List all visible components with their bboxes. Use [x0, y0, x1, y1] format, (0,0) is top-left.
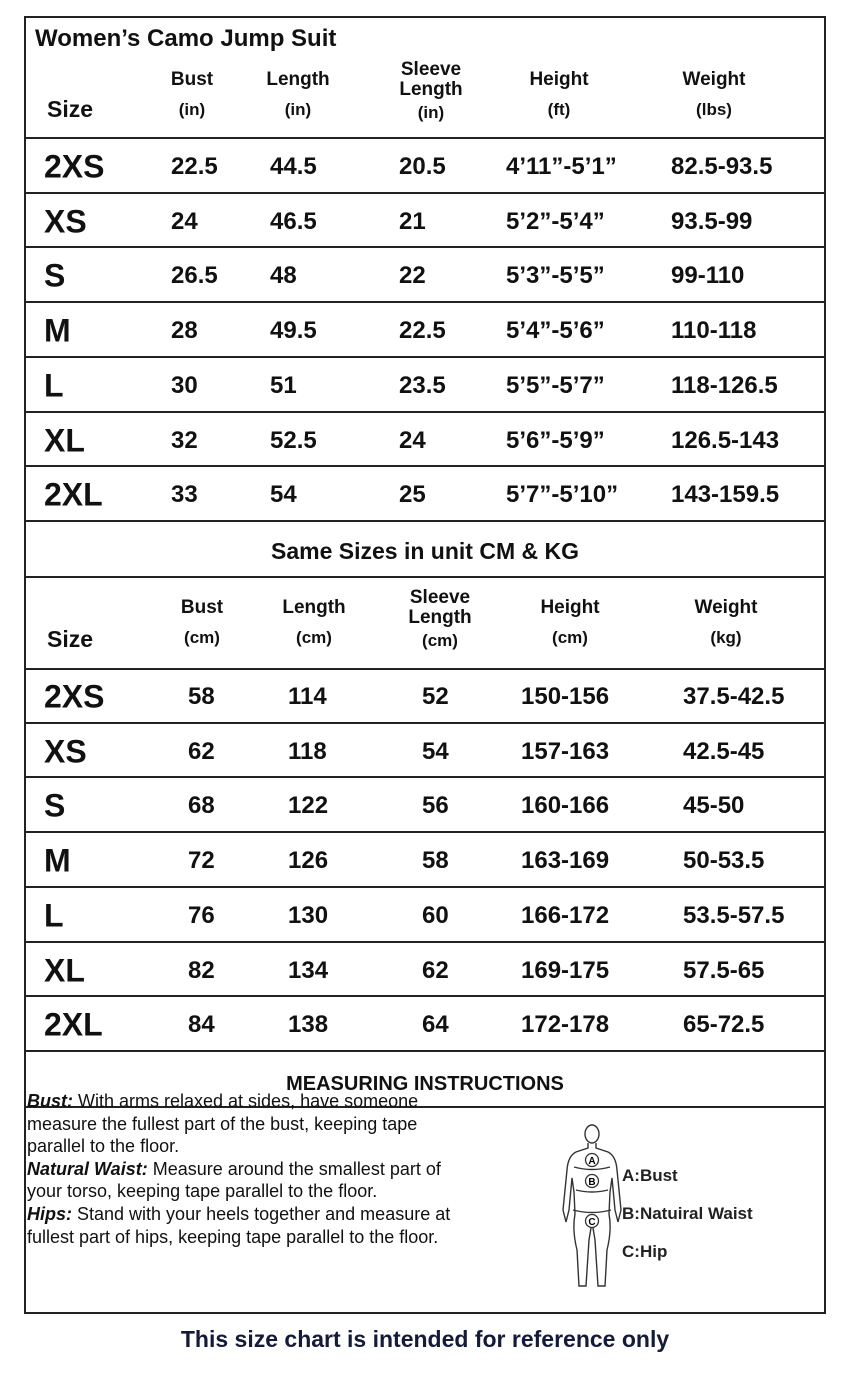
legend-bust: A:Bust [622, 1166, 678, 1185]
table-cell: 126 [288, 847, 329, 875]
table-cell: 21 [399, 207, 426, 235]
table-cell: 166-172 [521, 901, 610, 929]
table-cell: 20.5 [399, 153, 446, 180]
table-cell: 160-166 [521, 792, 610, 820]
table-cell: 65-72.5 [683, 1011, 765, 1039]
legend-hip: C:Hip [622, 1242, 668, 1261]
table-cell: 24 [171, 207, 198, 235]
measuring-instructions [27, 1090, 477, 1248]
col-unit: (in) [417, 103, 445, 122]
table-cell: 25 [399, 481, 426, 509]
table-cell: 110-118 [671, 317, 757, 345]
divider [26, 722, 824, 724]
cm-col-header-3 [540, 598, 599, 648]
size-header-cm: Size [47, 626, 94, 652]
table-cell: 58 [422, 847, 449, 875]
table-cell: 5’2”-5’4” [506, 207, 605, 235]
divider [26, 776, 824, 778]
size-header-in: Size [47, 96, 94, 122]
table-cell: 62 [422, 956, 449, 984]
divider [26, 941, 824, 943]
table-row [26, 196, 824, 248]
table-cell: 32 [171, 426, 198, 454]
table-row [26, 780, 824, 832]
table-row [26, 305, 824, 357]
table-row [26, 469, 824, 521]
table-cell: 169-175 [521, 956, 610, 984]
col-unit: (cm) [184, 628, 220, 647]
size-label: M [44, 842, 71, 879]
table-row [26, 890, 824, 942]
table-cell: 23.5 [399, 371, 446, 399]
table-cell: 118-126.5 [671, 371, 778, 399]
size-label: S [44, 257, 66, 294]
table-cell: 138 [288, 1011, 329, 1039]
table-cell: 37.5-42.5 [683, 683, 785, 710]
size-label: XS [44, 733, 87, 770]
col-unit: (cm) [552, 628, 588, 647]
table-cell: 143-159.5 [671, 481, 780, 509]
table-row [26, 415, 824, 467]
waist-label: Natural Waist: [27, 1158, 148, 1179]
divider [26, 465, 824, 467]
col-name-line: Sleeve [409, 587, 471, 608]
divider [26, 886, 824, 888]
marker-b: B [588, 1177, 596, 1188]
table-cell: 76 [188, 901, 215, 929]
table-cell: 5’6”-5’9” [506, 426, 605, 454]
col-unit: (cm) [296, 628, 332, 647]
table-cell: 122 [288, 792, 329, 820]
table-cell: 46.5 [270, 207, 317, 235]
table-cell: 22.5 [399, 317, 446, 345]
col-unit: (in) [178, 100, 206, 119]
size-label: 2XS [44, 148, 105, 185]
marker-c: C [588, 1217, 596, 1228]
divider [26, 301, 824, 303]
table-row [26, 141, 824, 193]
size-label: XL [44, 952, 85, 988]
table-cell: 49.5 [270, 317, 317, 345]
table-cell: 126.5-143 [671, 426, 780, 454]
table-cell: 163-169 [521, 847, 610, 875]
divider [26, 520, 824, 522]
cm-col-header-0 [181, 598, 223, 648]
figure-markers [586, 1154, 599, 1229]
table-cell: 130 [288, 901, 329, 929]
divider [26, 1050, 824, 1052]
table-cell: 44.5 [270, 153, 317, 180]
table-cell: 150-156 [521, 683, 610, 710]
size-label: L [44, 367, 64, 404]
hips-text: Stand with your heels together and measure at fullest part of hips, keeping tape parallel to the floor. [27, 1203, 451, 1247]
table-cell: 42.5-45 [683, 737, 765, 765]
size-label: M [44, 312, 71, 349]
table-cell: 72 [188, 847, 215, 875]
table-cell: 48 [270, 262, 297, 290]
table-cell: 134 [288, 956, 329, 984]
table-row [26, 671, 824, 723]
col-unit: (ft) [547, 100, 571, 119]
table-cell: 56 [422, 792, 449, 820]
table-cell: 5’3”-5’5” [506, 262, 605, 290]
table-row [26, 726, 824, 778]
hips-label: Hips: [27, 1203, 72, 1224]
cm-col-header-2 [408, 588, 471, 651]
table-cell: 54 [422, 737, 449, 765]
col-name-line: Bust [180, 597, 224, 618]
col-unit: (in) [284, 100, 312, 119]
col-unit: (cm) [422, 631, 458, 650]
body-measurement-figure [552, 1122, 632, 1292]
col-name-line: Length [399, 79, 463, 100]
table-cell: 172-178 [521, 1011, 610, 1039]
table-cell: 52.5 [270, 426, 317, 454]
table-cell: 54 [270, 481, 297, 509]
cm-col-header-4 [695, 598, 758, 648]
table-cell: 82 [188, 956, 215, 984]
table-cell: 51 [270, 371, 297, 399]
table-cell: 82.5-93.5 [671, 153, 773, 180]
divider [26, 668, 824, 670]
size-label: 2XL [44, 476, 103, 513]
table-cell: 26.5 [171, 262, 218, 290]
table-cell: 5’5”-5’7” [506, 371, 605, 399]
table-cell: 157-163 [521, 737, 610, 765]
measuring-band-title: MEASURING INSTRUCTIONS [286, 1073, 564, 1095]
col-name-line: Height [529, 69, 589, 90]
bust-text: With arms relaxed at sides, have someone measure the fullest part of the bust, keeping tape parallel to the floor. [27, 1091, 419, 1157]
table-cell: 58 [188, 683, 215, 710]
table-row [26, 835, 824, 887]
chart-title: Women’s Camo Jump Suit [35, 25, 337, 52]
cm-col-header-1 [282, 598, 345, 648]
cm-band-title: Same Sizes in unit CM & KG [271, 538, 579, 564]
divider [26, 576, 824, 578]
col-name-line: Height [540, 597, 600, 618]
divider [26, 192, 824, 194]
table-cell: 5’4”-5’6” [506, 317, 605, 345]
table-row [26, 945, 824, 997]
in-col-header-4 [683, 70, 746, 120]
table-cell: 33 [171, 481, 198, 509]
table-cell: 99-110 [671, 262, 745, 290]
divider [26, 995, 824, 997]
in-col-header-1 [266, 70, 329, 120]
col-name-line: Length [266, 69, 330, 90]
table-cell: 62 [188, 737, 215, 765]
col-name-line: Length [282, 597, 346, 618]
table-cell: 24 [399, 426, 426, 454]
table-cell: 57.5-65 [683, 956, 765, 984]
divider [26, 411, 824, 413]
table-cell: 118 [288, 737, 327, 765]
in-col-header-3 [529, 70, 588, 120]
in-col-header-0 [171, 70, 213, 120]
table-cell: 114 [288, 683, 327, 710]
table-cell: 68 [188, 792, 215, 820]
bust-label: Bust: [27, 1091, 73, 1111]
table-cell: 4’11”-5’1” [506, 153, 617, 180]
size-label: L [44, 897, 64, 934]
table-row [26, 250, 824, 302]
reference-note: This size chart is intended for reference only [180, 1326, 670, 1352]
size-label: 2XL [44, 1006, 103, 1043]
size-label: XS [44, 203, 87, 240]
divider [26, 356, 824, 358]
table-cell: 53.5-57.5 [683, 901, 785, 929]
size-label: S [44, 787, 66, 824]
divider [26, 246, 824, 248]
table-cell: 5’7”-5’10” [506, 481, 619, 509]
col-name-line: Sleeve [400, 59, 462, 80]
col-unit: (lbs) [696, 100, 732, 119]
table-cell: 22 [399, 262, 426, 290]
size-label: 2XS [44, 678, 105, 715]
col-name-line: Weight [682, 69, 746, 90]
table-row [26, 360, 824, 412]
legend-waist: B:Natuiral Waist [622, 1204, 753, 1223]
col-name-line: Length [408, 607, 472, 628]
table-cell: 52 [422, 683, 449, 710]
table-cell: 60 [422, 901, 449, 929]
in-col-header-2 [399, 60, 462, 123]
col-name-line: Bust [170, 69, 214, 90]
table-cell: 30 [171, 371, 198, 399]
size-label: XL [44, 422, 85, 458]
col-name-line: Weight [694, 597, 758, 618]
table-cell: 84 [188, 1011, 215, 1039]
table-cell: 45-50 [683, 792, 745, 820]
table-cell: 28 [171, 317, 198, 345]
waist-text: Measure around the smallest part of your torso, keeping tape parallel to the floor. [27, 1158, 441, 1202]
table-cell: 64 [422, 1011, 449, 1039]
col-unit: (kg) [710, 628, 742, 647]
table-cell: 50-53.5 [683, 847, 765, 875]
table-cell: 93.5-99 [671, 207, 753, 235]
divider [26, 831, 824, 833]
table-row [26, 999, 824, 1051]
divider [26, 137, 824, 139]
table-cell: 22.5 [171, 153, 218, 180]
marker-a: A [588, 1156, 596, 1167]
